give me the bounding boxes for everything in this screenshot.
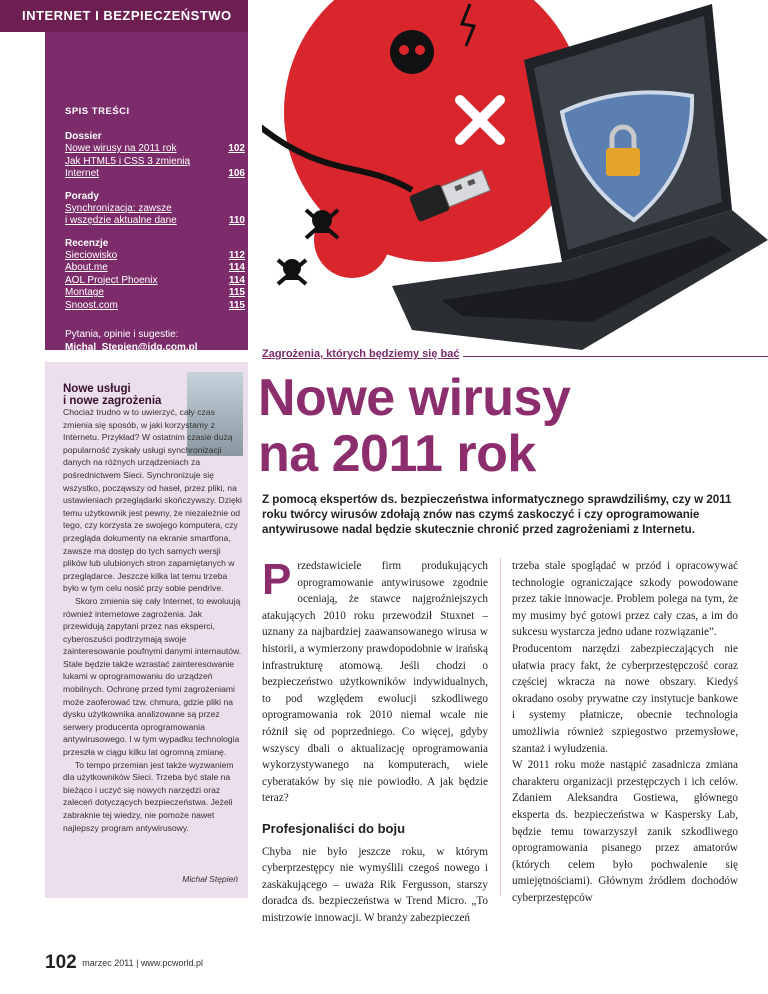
issue-date: marzec 2011 bbox=[82, 958, 134, 968]
page-footer bbox=[45, 952, 203, 974]
sidebar-paragraph: To tempo przemian jest także wyzwaniem dla użytkowników Sieci. Trzeba być stale na bieżąco i uczyć się nowych narzędzi oraz zaleceń dotyczących bezpieczeństwa. Jeżeli zabraknie tej wiedzy, nie pomoże nawet najlepszy program antywirusowy. bbox=[63, 759, 234, 833]
column-divider bbox=[500, 558, 501, 896]
section-header bbox=[0, 0, 248, 32]
article-subhead: Profesjonaliści do boju bbox=[262, 820, 406, 836]
site-link[interactable]: www.pcworld.pl bbox=[140, 958, 203, 968]
toc-category-recenzje: Recenzje bbox=[65, 237, 109, 249]
article-column-1 bbox=[262, 555, 488, 926]
body-paragraph: Chyba nie było jeszcze roku, w którym cyberprzestępcy nie wymyślili czegoś nowego i zaskakującego – uważa Rik Fergusson, starszy doradca ds. bezpieczeństwa w Trend Micro. „To mistrzowie innowacji. W branży zabezpieczeń bbox=[262, 845, 488, 924]
page-number: 102 bbox=[45, 952, 77, 973]
article-kicker: Zagrożenia, których będziemy się bać bbox=[262, 348, 463, 360]
toc-item[interactable]: AOL Project Phoenix 114 bbox=[65, 274, 245, 286]
article-column-2 bbox=[512, 558, 738, 906]
body-paragraph: rzedstawiciele firm produkujących oprogramowanie antywirusowe zgodnie oceniają, że stawce najgroźniejszych atakujących 2010 roku przewodził Stuxnet – uznany za najbardziej zaawansowanego wirusa w historii, a wymierzony prawdopodobnie w irańską infrastrukturę atomową. Jeśli chodzi o bezpieczeństwo użytkowników indywidualnych, to pod względem ewolucji szkodliwego oprogramowania rok 2010 niemal wcale nie różnił się od poprzedniego. Co więcej, gdyby wszyscy dbali o aktualizację oprogramowania wykorzystywanego na komputerach, wiele cyberataków by się nie powiodło. A jak będzie teraz? bbox=[262, 560, 488, 805]
toc-item[interactable]: i wszędzie aktualne dane 110 bbox=[65, 215, 245, 226]
body-paragraph: Producentom narzędzi zabezpieczających nie ułatwia pracy fakt, że cyberprzestępczość coraz częściej wkracza na nowe obszary. Kiedyś okradano osoby prywatne czy instytucje bankowe i systemy płatnicze, obecnie technologia umożliwia również szpiegostwo przemysłowe, szantaż i wyłudzenia. bbox=[512, 642, 738, 755]
toc-item[interactable]: Nowe wirusy na 2011 rok 102 bbox=[65, 143, 245, 154]
section-title: INTERNET I BEZPIECZEŃSTWO bbox=[22, 8, 232, 23]
sidebar-author: Michał Stępień bbox=[182, 874, 238, 884]
sidebar-paragraph: Skoro zmienia się cały Internet, to ewoluują również internetowe zagrożenia. Jak przewidują zapytani przez nas eksperci, cyberoszuści podtrzymają swoje zainteresowanie poufnymi danymi internautów. Stale będzie także wzrastać zainteresowanie lukami w oprogramowaniu do urządzeń mobilnych. Ochronę przed tymi zagrożeniami może zaoferować tzw. chmura, gdzie pliki na dysku użytkownika analizowane są przez serwery producenta oprogramowania antywirusowego. I w tym wypadku technologia przeszła w ciągu kilku lat ogromną zmianę. bbox=[63, 595, 242, 758]
toc-category-porady: Porady bbox=[65, 190, 99, 202]
toc-heading: SPIS TREŚCI bbox=[65, 106, 130, 117]
drop-cap: P bbox=[262, 555, 292, 604]
sidebar-body bbox=[63, 406, 243, 834]
article-lead: Z pomocą ekspertów ds. bezpieczeństwa informatycznego sprawdziliśmy, czy w 2011 roku twórcy wirusów zdołają znów nas czymś zaskoczyć i czy oprogramowanie antywirusowe nadal będzie skutecznie chronić przed zagrożeniami z Internetu. bbox=[262, 493, 732, 536]
skull-icon bbox=[278, 259, 306, 284]
toc-item[interactable]: Synchronizacja: zawsze bbox=[65, 202, 172, 214]
sidebar-editorial bbox=[45, 362, 248, 898]
body-paragraph: trzeba stale spoglądać w przód i opracowywać technologie ograniczające szkody powodowane przez takie innowacje. Problem polega na tym, że my musimy być gotowi przez cały czas, a im do sukcesu wystarcza jedno udane rozwiązanie”. bbox=[512, 560, 738, 639]
toc-item[interactable]: Sieciowisko 112 bbox=[65, 249, 245, 261]
toc-contact bbox=[65, 328, 245, 354]
body-paragraph: W 2011 roku może nastąpić zasadnicza zmiana charakteru organizacji przestępczych i ich celów. Zdaniem Aleksandra Gostiewa, głównego eksperta ds. bezpieczeństwa w Kaspersky Lab, będzie temu towarzyszył zanik szkodliwego oprogramowania pisanego przez amatorów (których celem było pochwalenie się umiejętnościami). Głównym źródłem dochodów cyberprzestępców bbox=[512, 759, 738, 904]
article-headline: Nowe wirusy na 2011 rok bbox=[258, 369, 571, 483]
toc-item[interactable]: Montage 115 bbox=[65, 287, 245, 298]
contact-email-link[interactable]: Michal_Stepien@idg.com.pl bbox=[65, 342, 198, 353]
footer-separator: | bbox=[136, 958, 141, 968]
virus-laptop-illustration bbox=[262, 0, 768, 352]
skull-icon bbox=[390, 30, 434, 74]
toc-item[interactable]: Snoost.com 115 bbox=[65, 299, 245, 311]
contact-label: Pytania, opinie i sugestie: bbox=[65, 329, 179, 340]
sidebar-paragraph: Chociaż trudno w to uwierzyć, cały czas zmienia się sposób, w jaki korzystamy z Internetu. Przykład? W ostatnim czasie dużą popularność zyskały usługi synchronizacji danych na różnych urządzeniach za pośrednictwem Sieci. Synchronizuje się wszystko, począwszy od haseł, przez pliki, na ustawieniach przeglądarki skończywszy. Dzięki temu użytkownik jest pewny, że niezależnie od tego, czy korzysta ze swojego komputera, czy przegląda dokumenty na ekranie smartfona, zawsze ma dostęp do tych samych wersji plików lub ulubionych stron zapamiętanych w przeglądarce. Jeszcze kilka lat temu trzeba było w tym celu nosić przy sobie pendrive. bbox=[63, 407, 242, 594]
table-of-contents bbox=[45, 32, 248, 353]
toc-item[interactable]: About.me 114 bbox=[65, 262, 245, 273]
sidebar-title: Nowe usługi i nowe zagrożenia bbox=[63, 383, 162, 407]
toc-category-dossier: Dossier bbox=[65, 131, 102, 142]
toc-item[interactable]: Jak HTML5 i CSS 3 zmienią Internet 106 bbox=[65, 155, 245, 179]
